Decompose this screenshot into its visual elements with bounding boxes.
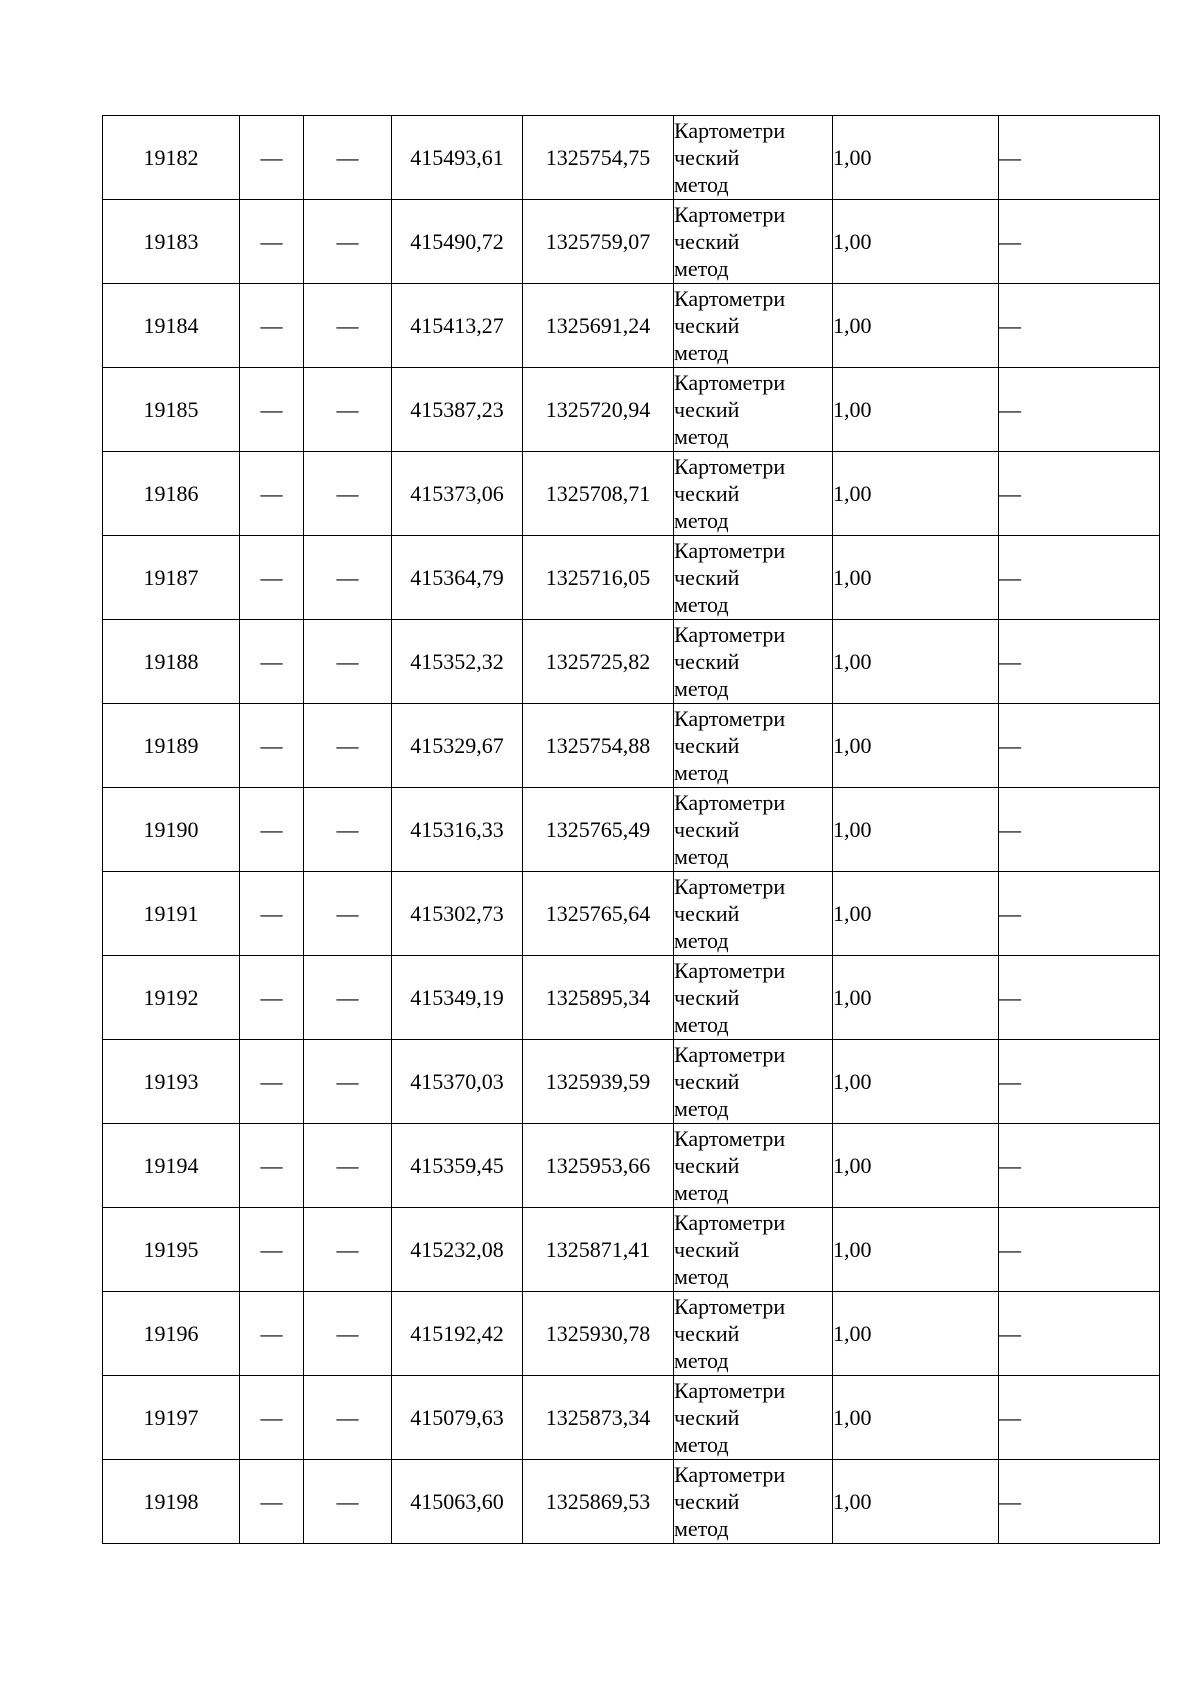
accuracy-cell-text: 1,00	[833, 901, 872, 926]
empty-value-cell-text: —	[336, 1069, 359, 1094]
empty-value-cell	[999, 1040, 1160, 1124]
empty-value-cell-text: —	[336, 649, 359, 674]
empty-value-cell	[304, 284, 392, 368]
point-number-cell	[103, 1292, 240, 1376]
accuracy-cell-text: 1,00	[833, 229, 872, 254]
accuracy-cell	[833, 1292, 999, 1376]
table-row	[103, 116, 1160, 200]
method-cell-text: Картометри ческий метод	[674, 118, 786, 197]
empty-value-cell-text: —	[999, 145, 1021, 170]
x-coordinate-cell-text: 415370,03	[410, 1069, 504, 1094]
method-cell-text: Картометри ческий метод	[674, 1294, 786, 1373]
empty-value-cell-text: —	[336, 397, 359, 422]
accuracy-cell-text: 1,00	[833, 649, 872, 674]
y-coordinate-cell-text: 1325765,49	[545, 817, 651, 842]
point-number-cell-text: 19188	[143, 649, 199, 674]
empty-value-cell-text: —	[999, 1321, 1021, 1346]
y-coordinate-cell	[523, 788, 674, 872]
x-coordinate-cell-text: 415364,79	[410, 565, 504, 590]
table-row	[103, 956, 1160, 1040]
empty-value-cell-text: —	[999, 481, 1021, 506]
accuracy-cell	[833, 452, 999, 536]
accuracy-cell	[833, 1208, 999, 1292]
x-coordinate-cell-text: 415349,19	[410, 985, 504, 1010]
empty-value-cell-text: —	[999, 1069, 1021, 1094]
accuracy-cell	[833, 1460, 999, 1544]
empty-value-cell-text: —	[999, 1237, 1021, 1262]
accuracy-cell	[833, 284, 999, 368]
x-coordinate-cell	[392, 200, 523, 284]
x-coordinate-cell-text: 415352,32	[410, 649, 504, 674]
accuracy-cell	[833, 704, 999, 788]
y-coordinate-cell	[523, 1460, 674, 1544]
accuracy-cell-text: 1,00	[833, 1489, 872, 1514]
y-coordinate-cell-text: 1325930,78	[545, 1321, 651, 1346]
accuracy-cell-text: 1,00	[833, 145, 872, 170]
empty-value-cell	[999, 1376, 1160, 1460]
empty-value-cell-text: —	[260, 481, 283, 506]
y-coordinate-cell	[523, 1208, 674, 1292]
empty-value-cell-text: —	[260, 649, 283, 674]
table-row	[103, 368, 1160, 452]
empty-value-cell-text: —	[260, 1237, 283, 1262]
point-number-cell	[103, 956, 240, 1040]
empty-value-cell	[999, 116, 1160, 200]
empty-value-cell-text: —	[336, 901, 359, 926]
point-number-cell	[103, 452, 240, 536]
accuracy-cell	[833, 1040, 999, 1124]
empty-value-cell-text: —	[999, 733, 1021, 758]
accuracy-cell	[833, 788, 999, 872]
empty-value-cell-text: —	[260, 397, 283, 422]
accuracy-cell-text: 1,00	[833, 1153, 872, 1178]
x-coordinate-cell	[392, 704, 523, 788]
table-body	[103, 116, 1160, 1544]
empty-value-cell-text: —	[336, 1489, 359, 1514]
x-coordinate-cell-text: 415413,27	[410, 313, 504, 338]
empty-value-cell	[240, 536, 304, 620]
method-cell	[674, 200, 833, 284]
point-number-cell-text: 19183	[143, 229, 199, 254]
y-coordinate-cell	[523, 452, 674, 536]
empty-value-cell-text: —	[260, 1153, 283, 1178]
y-coordinate-cell-text: 1325754,88	[545, 733, 651, 758]
empty-value-cell	[304, 1460, 392, 1544]
empty-value-cell	[240, 1040, 304, 1124]
accuracy-cell	[833, 1376, 999, 1460]
empty-value-cell	[240, 284, 304, 368]
method-cell	[674, 956, 833, 1040]
point-number-cell	[103, 704, 240, 788]
empty-value-cell	[999, 872, 1160, 956]
empty-value-cell-text: —	[336, 1321, 359, 1346]
empty-value-cell-text: —	[260, 1405, 283, 1430]
x-coordinate-cell-text: 415329,67	[410, 733, 504, 758]
method-cell	[674, 368, 833, 452]
method-cell-text: Картометри ческий метод	[674, 1378, 786, 1457]
x-coordinate-cell	[392, 872, 523, 956]
empty-value-cell	[304, 704, 392, 788]
y-coordinate-cell-text: 1325725,82	[545, 649, 651, 674]
y-coordinate-cell	[523, 872, 674, 956]
point-number-cell-text: 19186	[143, 481, 199, 506]
point-number-cell	[103, 788, 240, 872]
table-row	[103, 1292, 1160, 1376]
empty-value-cell	[240, 368, 304, 452]
empty-value-cell-text: —	[336, 229, 359, 254]
x-coordinate-cell	[392, 452, 523, 536]
method-cell-text: Картометри ческий метод	[674, 370, 786, 449]
point-number-cell-text: 19194	[143, 1153, 199, 1178]
accuracy-cell	[833, 872, 999, 956]
empty-value-cell	[240, 1124, 304, 1208]
empty-value-cell-text: —	[999, 397, 1021, 422]
table-row	[103, 872, 1160, 956]
point-number-cell-text: 19195	[143, 1237, 199, 1262]
accuracy-cell	[833, 200, 999, 284]
accuracy-cell	[833, 620, 999, 704]
empty-value-cell	[240, 1292, 304, 1376]
empty-value-cell	[304, 452, 392, 536]
y-coordinate-cell-text: 1325871,41	[545, 1237, 651, 1262]
y-coordinate-cell-text: 1325765,64	[545, 901, 651, 926]
x-coordinate-cell	[392, 116, 523, 200]
accuracy-cell-text: 1,00	[833, 985, 872, 1010]
empty-value-cell-text: —	[999, 1405, 1021, 1430]
empty-value-cell-text: —	[336, 817, 359, 842]
empty-value-cell-text: —	[999, 649, 1021, 674]
empty-value-cell	[304, 536, 392, 620]
empty-value-cell	[999, 1460, 1160, 1544]
empty-value-cell	[999, 1124, 1160, 1208]
point-number-cell	[103, 872, 240, 956]
accuracy-cell	[833, 368, 999, 452]
table-row	[103, 200, 1160, 284]
method-cell-text: Картометри ческий метод	[674, 202, 786, 281]
coordinates-table	[102, 115, 1160, 1544]
empty-value-cell	[240, 872, 304, 956]
table-row	[103, 1208, 1160, 1292]
empty-value-cell	[240, 620, 304, 704]
x-coordinate-cell-text: 415232,08	[410, 1237, 504, 1262]
method-cell-text: Картометри ческий метод	[674, 1462, 786, 1541]
accuracy-cell-text: 1,00	[833, 1069, 872, 1094]
y-coordinate-cell	[523, 200, 674, 284]
accuracy-cell-text: 1,00	[833, 1237, 872, 1262]
point-number-cell	[103, 200, 240, 284]
accuracy-cell-text: 1,00	[833, 733, 872, 758]
empty-value-cell	[304, 116, 392, 200]
empty-value-cell	[999, 284, 1160, 368]
empty-value-cell-text: —	[336, 1405, 359, 1430]
y-coordinate-cell	[523, 536, 674, 620]
empty-value-cell-text: —	[260, 1489, 283, 1514]
y-coordinate-cell	[523, 956, 674, 1040]
y-coordinate-cell-text: 1325720,94	[545, 397, 651, 422]
point-number-cell-text: 19184	[143, 313, 199, 338]
y-coordinate-cell-text: 1325873,34	[545, 1405, 651, 1430]
empty-value-cell	[240, 704, 304, 788]
empty-value-cell-text: —	[260, 229, 283, 254]
x-coordinate-cell	[392, 1040, 523, 1124]
empty-value-cell-text: —	[336, 1153, 359, 1178]
table-row	[103, 788, 1160, 872]
point-number-cell	[103, 116, 240, 200]
y-coordinate-cell	[523, 1376, 674, 1460]
method-cell-text: Картометри ческий метод	[674, 1126, 786, 1205]
point-number-cell-text: 19197	[143, 1405, 199, 1430]
y-coordinate-cell-text: 1325953,66	[545, 1153, 651, 1178]
y-coordinate-cell	[523, 704, 674, 788]
point-number-cell-text: 19196	[143, 1321, 199, 1346]
method-cell	[674, 788, 833, 872]
empty-value-cell-text: —	[260, 565, 283, 590]
accuracy-cell	[833, 956, 999, 1040]
empty-value-cell-text: —	[999, 313, 1021, 338]
point-number-cell	[103, 1376, 240, 1460]
empty-value-cell-text: —	[999, 1153, 1021, 1178]
method-cell	[674, 1460, 833, 1544]
empty-value-cell	[999, 704, 1160, 788]
empty-value-cell	[999, 620, 1160, 704]
accuracy-cell	[833, 536, 999, 620]
empty-value-cell	[999, 956, 1160, 1040]
x-coordinate-cell-text: 415387,23	[410, 397, 504, 422]
y-coordinate-cell-text: 1325895,34	[545, 985, 651, 1010]
method-cell-text: Картометри ческий метод	[674, 454, 786, 533]
method-cell-text: Картометри ческий метод	[674, 790, 786, 869]
empty-value-cell	[240, 452, 304, 536]
point-number-cell	[103, 1460, 240, 1544]
empty-value-cell	[304, 1292, 392, 1376]
method-cell	[674, 1292, 833, 1376]
x-coordinate-cell-text: 415063,60	[410, 1489, 504, 1514]
empty-value-cell	[304, 956, 392, 1040]
method-cell-text: Картометри ческий метод	[674, 874, 786, 953]
accuracy-cell-text: 1,00	[833, 1321, 872, 1346]
table-row	[103, 620, 1160, 704]
method-cell	[674, 1040, 833, 1124]
table-row	[103, 1124, 1160, 1208]
x-coordinate-cell	[392, 284, 523, 368]
x-coordinate-cell	[392, 956, 523, 1040]
method-cell	[674, 536, 833, 620]
y-coordinate-cell	[523, 1124, 674, 1208]
table-row	[103, 1376, 1160, 1460]
y-coordinate-cell	[523, 284, 674, 368]
method-cell-text: Картометри ческий метод	[674, 1210, 786, 1289]
point-number-cell-text: 19198	[143, 1489, 199, 1514]
empty-value-cell	[240, 116, 304, 200]
point-number-cell-text: 19185	[143, 397, 199, 422]
empty-value-cell	[999, 200, 1160, 284]
empty-value-cell-text: —	[999, 229, 1021, 254]
x-coordinate-cell-text: 415359,45	[410, 1153, 504, 1178]
x-coordinate-cell	[392, 368, 523, 452]
empty-value-cell-text: —	[999, 985, 1021, 1010]
empty-value-cell	[240, 956, 304, 1040]
empty-value-cell	[240, 788, 304, 872]
y-coordinate-cell-text: 1325691,24	[545, 313, 651, 338]
empty-value-cell-text: —	[999, 817, 1021, 842]
method-cell-text: Картометри ческий метод	[674, 622, 786, 701]
y-coordinate-cell-text: 1325759,07	[545, 229, 651, 254]
x-coordinate-cell-text: 415316,33	[410, 817, 504, 842]
method-cell-text: Картометри ческий метод	[674, 958, 786, 1037]
x-coordinate-cell	[392, 536, 523, 620]
x-coordinate-cell	[392, 1292, 523, 1376]
empty-value-cell	[304, 1040, 392, 1124]
empty-value-cell	[999, 368, 1160, 452]
empty-value-cell	[304, 788, 392, 872]
method-cell	[674, 452, 833, 536]
point-number-cell-text: 19187	[143, 565, 199, 590]
x-coordinate-cell-text: 415373,06	[410, 481, 504, 506]
x-coordinate-cell	[392, 1460, 523, 1544]
empty-value-cell-text: —	[260, 1069, 283, 1094]
point-number-cell	[103, 620, 240, 704]
empty-value-cell-text: —	[260, 985, 283, 1010]
accuracy-cell-text: 1,00	[833, 565, 872, 590]
x-coordinate-cell-text: 415490,72	[410, 229, 504, 254]
empty-value-cell	[304, 200, 392, 284]
empty-value-cell	[304, 368, 392, 452]
point-number-cell	[103, 284, 240, 368]
empty-value-cell-text: —	[260, 901, 283, 926]
empty-value-cell	[304, 1208, 392, 1292]
empty-value-cell-text: —	[336, 313, 359, 338]
y-coordinate-cell	[523, 116, 674, 200]
y-coordinate-cell-text: 1325939,59	[545, 1069, 651, 1094]
y-coordinate-cell-text: 1325716,05	[545, 565, 651, 590]
empty-value-cell	[304, 620, 392, 704]
y-coordinate-cell-text: 1325869,53	[545, 1489, 651, 1514]
empty-value-cell-text: —	[999, 565, 1021, 590]
method-cell	[674, 1208, 833, 1292]
table-row	[103, 284, 1160, 368]
x-coordinate-cell-text: 415192,42	[410, 1321, 504, 1346]
table-row	[103, 704, 1160, 788]
table-row	[103, 536, 1160, 620]
empty-value-cell-text: —	[260, 313, 283, 338]
empty-value-cell	[240, 200, 304, 284]
point-number-cell-text: 19193	[143, 1069, 199, 1094]
empty-value-cell-text: —	[336, 145, 359, 170]
accuracy-cell	[833, 1124, 999, 1208]
accuracy-cell-text: 1,00	[833, 817, 872, 842]
method-cell-text: Картометри ческий метод	[674, 286, 786, 365]
y-coordinate-cell-text: 1325754,75	[545, 145, 651, 170]
y-coordinate-cell	[523, 368, 674, 452]
table-row	[103, 1040, 1160, 1124]
x-coordinate-cell-text: 415079,63	[410, 1405, 504, 1430]
point-number-cell-text: 19189	[143, 733, 199, 758]
empty-value-cell-text: —	[260, 733, 283, 758]
x-coordinate-cell-text: 415302,73	[410, 901, 504, 926]
empty-value-cell	[240, 1208, 304, 1292]
empty-value-cell-text: —	[336, 985, 359, 1010]
method-cell-text: Картометри ческий метод	[674, 706, 786, 785]
empty-value-cell	[304, 1376, 392, 1460]
method-cell	[674, 1124, 833, 1208]
empty-value-cell	[304, 872, 392, 956]
empty-value-cell-text: —	[999, 1489, 1021, 1514]
point-number-cell-text: 19192	[143, 985, 199, 1010]
method-cell-text: Картометри ческий метод	[674, 1042, 786, 1121]
y-coordinate-cell	[523, 620, 674, 704]
empty-value-cell	[999, 1292, 1160, 1376]
point-number-cell	[103, 1208, 240, 1292]
point-number-cell-text: 19182	[143, 145, 199, 170]
method-cell	[674, 620, 833, 704]
empty-value-cell	[999, 1208, 1160, 1292]
point-number-cell	[103, 1040, 240, 1124]
empty-value-cell-text: —	[260, 1321, 283, 1346]
empty-value-cell	[304, 1124, 392, 1208]
point-number-cell	[103, 1124, 240, 1208]
y-coordinate-cell-text: 1325708,71	[545, 481, 651, 506]
x-coordinate-cell	[392, 1208, 523, 1292]
x-coordinate-cell	[392, 1124, 523, 1208]
empty-value-cell	[999, 536, 1160, 620]
empty-value-cell-text: —	[260, 817, 283, 842]
method-cell	[674, 1376, 833, 1460]
empty-value-cell-text: —	[336, 565, 359, 590]
point-number-cell-text: 19191	[143, 901, 199, 926]
point-number-cell	[103, 536, 240, 620]
empty-value-cell	[240, 1460, 304, 1544]
point-number-cell	[103, 368, 240, 452]
y-coordinate-cell	[523, 1040, 674, 1124]
accuracy-cell-text: 1,00	[833, 481, 872, 506]
x-coordinate-cell	[392, 1376, 523, 1460]
empty-value-cell-text: —	[336, 733, 359, 758]
accuracy-cell-text: 1,00	[833, 1405, 872, 1430]
accuracy-cell-text: 1,00	[833, 397, 872, 422]
method-cell	[674, 872, 833, 956]
point-number-cell-text: 19190	[143, 817, 199, 842]
empty-value-cell-text: —	[260, 145, 283, 170]
empty-value-cell	[240, 1376, 304, 1460]
method-cell	[674, 116, 833, 200]
empty-value-cell	[999, 788, 1160, 872]
method-cell-text: Картометри ческий метод	[674, 538, 786, 617]
method-cell	[674, 704, 833, 788]
x-coordinate-cell	[392, 620, 523, 704]
x-coordinate-cell-text: 415493,61	[410, 145, 504, 170]
empty-value-cell-text: —	[336, 1237, 359, 1262]
empty-value-cell-text: —	[999, 901, 1021, 926]
empty-value-cell-text: —	[336, 481, 359, 506]
method-cell	[674, 284, 833, 368]
empty-value-cell	[999, 452, 1160, 536]
table-row	[103, 452, 1160, 536]
y-coordinate-cell	[523, 1292, 674, 1376]
accuracy-cell-text: 1,00	[833, 313, 872, 338]
x-coordinate-cell	[392, 788, 523, 872]
table-row	[103, 1460, 1160, 1544]
accuracy-cell	[833, 116, 999, 200]
